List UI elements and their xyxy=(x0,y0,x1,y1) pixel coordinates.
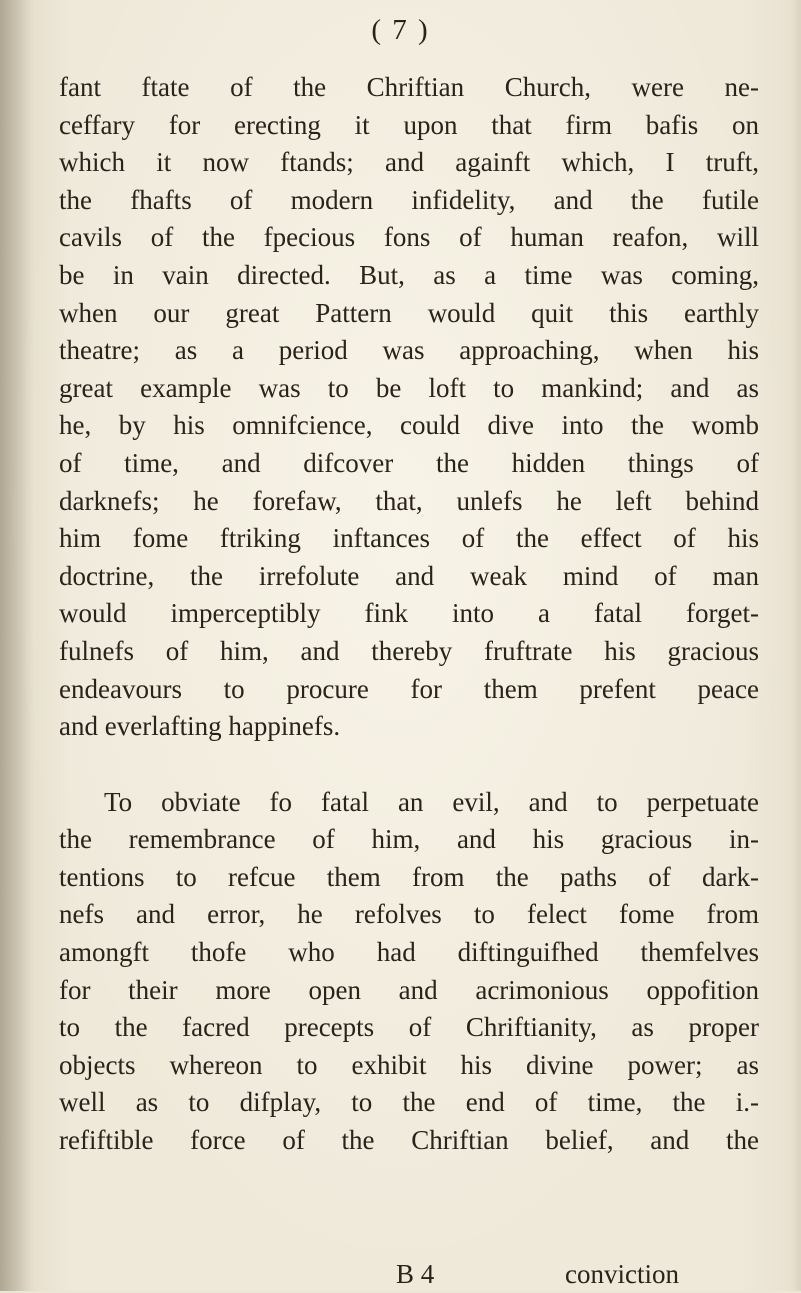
text-line: darknefs; he forefaw, that, unlefs he left behind xyxy=(59,485,759,516)
text-line: of time, and difcover the hidden things of xyxy=(59,447,759,478)
text-line: when our great Pattern would quit this earthly xyxy=(59,297,759,328)
text-line: would imperceptibly fink into a fatal forget- xyxy=(59,598,759,629)
text-line: the fhafts of modern infidelity, and the futile xyxy=(59,184,759,215)
text-line: nefs and error, he refolves to felect fome from xyxy=(59,899,759,930)
text-line: which it now ftands; and againft which, I truft, xyxy=(59,147,759,178)
page-footer xyxy=(0,1255,801,1293)
text-line: amongft thofe who had diftinguifhed themfelves xyxy=(59,937,759,968)
text-line: fulnefs of him, and thereby fruftrate his gracious xyxy=(59,635,759,666)
text-line: be in vain directed. But, as a time was coming, xyxy=(59,259,759,290)
text-line: doctrine, the irrefolute and weak mind of man xyxy=(59,560,759,591)
catchword: conviction xyxy=(565,1259,679,1289)
text-line: and everlafting happinefs. xyxy=(59,711,341,742)
text-line: great example was to be loft to mankind; and as xyxy=(59,372,759,403)
text-line: endeavours to procure for them prefent peace xyxy=(59,673,759,704)
signature-mark: B 4 xyxy=(396,1259,435,1289)
text-line: tentions to refcue them from the paths of dark- xyxy=(59,861,759,892)
text-line: cavils of the fpecious fons of human reafon, will xyxy=(59,222,759,253)
text-line: he, by his omnifcience, could dive into the womb xyxy=(59,410,759,441)
text-line: well as to difplay, to the end of time, the i.- xyxy=(59,1087,759,1118)
text-line: to the facred precepts of Chriftianity, as proper xyxy=(59,1012,759,1043)
text-line: for their more open and acrimonious oppofition xyxy=(59,974,759,1005)
binding-gutter-shadow xyxy=(0,0,34,1291)
paragraph-gap xyxy=(59,746,759,784)
text-line: the remembrance of him, and his gracious in- xyxy=(59,824,759,855)
paragraph-1 xyxy=(59,69,759,746)
page-number: ( 7 ) xyxy=(371,14,430,46)
text-line: fant ftate of the Chriftian Church, were ne- xyxy=(59,72,759,102)
body-text xyxy=(59,69,759,1160)
text-line: To obviate fo fatal an evil, and to perpetuate xyxy=(104,786,759,817)
text-line: theatre; as a period was approaching, when his xyxy=(59,335,759,366)
text-line: objects whereon to exhibit his divine power; as xyxy=(59,1049,759,1080)
text-line: him fome ftriking inftances of the effect of his xyxy=(59,523,759,554)
paragraph-2 xyxy=(59,784,759,1160)
text-line: refiftible force of the Chriftian belief, and the xyxy=(59,1125,759,1156)
text-line: ceffary for erecting it upon that firm bafis on xyxy=(59,109,759,140)
